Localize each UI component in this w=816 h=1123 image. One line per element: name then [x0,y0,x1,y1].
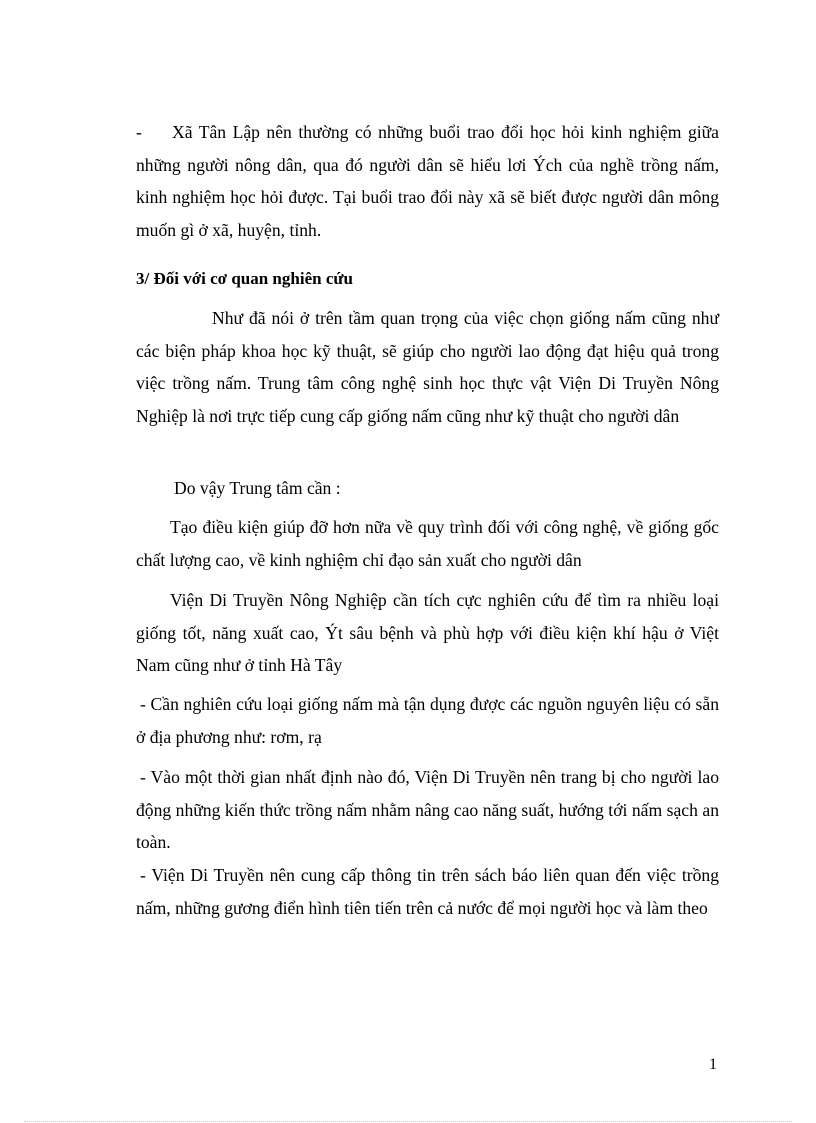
section-heading: 3/ Đối với cơ quan nghiên cứu [136,269,354,288]
paragraph-information: - Viện Di Truyền nên cung cấp thông tin trên sách báo liên quan đến việc trồng nấm, những gương điển hình tiên tiến trên cả nước để mọi người học và làm theo [136,865,719,918]
paragraph-therefore: Do vậy Trung tâm cần : [174,478,341,498]
page-edge-divider [24,1121,792,1122]
paragraph-create-conditions: Tạo điều kiện giúp đỡ hơn nữa về quy trình đối với công nghệ, về giống gốc chất lượng cao, về kinh nghiệm chỉ đạo sản xuất cho người dân [136,517,719,570]
bullet-marker: - [136,122,142,142]
paragraph-training: - Vào một thời gian nhất định nào đó, Viện Di Truyền nên trang bị cho người lao động những kiến thức trồng nấm nhằm nâng cao năng suất, hướng tới nấm sạch an toàn. [136,767,719,852]
paragraph-local-materials: - Cần nghiên cứu loại giống nấm mà tận dụng được các nguồn nguyên liệu có sẵn ở địa phương như: rơm, rạ [136,694,719,747]
paragraph-tan-lap-exchange: Xã Tân Lập nên thường có những buổi trao đổi học hỏi kinh nghiệm giữa những người nông dân, qua đó người dân sẽ hiểu lơi Ých của nghề trồng nấm, kinh nghiệm học hỏi được. Tại buổi trao đổi này xã sẽ biết được người dân mông muốn gì ở xã, huyện, tỉnh. [136,122,719,240]
paragraph-research-importance: Như đã nói ở trên tầm quan trọng của việc chọn giống nấm cũng như các biện pháp khoa học kỹ thuật, sẽ giúp cho người lao động đạt hiệu quả trong việc trồng nấm. Trung tâm công nghệ sinh học thực vật Viện Di Truyền Nông Nghiệp là nơi trực tiếp cung cấp giống nấm cũng như kỹ thuật cho người dân [136,308,719,426]
page-number: 1 [709,1056,717,1073]
paragraph-institute-research: Viện Di Truyền Nông Nghiệp cần tích cực nghiên cứu để tìm ra nhiều loại giống tốt, năng xuất cao, Ýt sâu bệnh và phù hợp với điều kiện khí hậu ở Việt Nam cũng như ở tỉnh Hà Tây [136,590,719,675]
